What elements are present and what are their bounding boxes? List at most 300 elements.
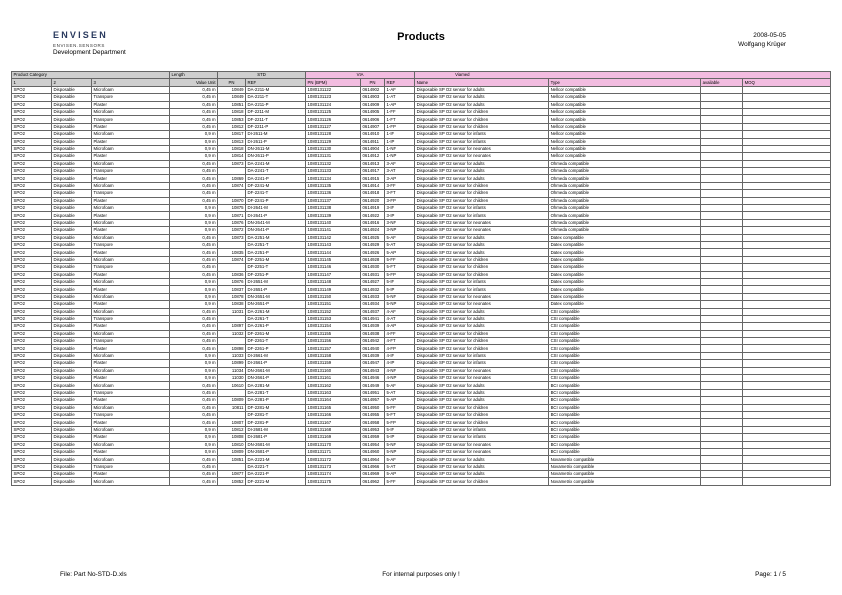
table-cell: Disposable (52, 434, 92, 441)
table-cell: 1080131123 (306, 94, 361, 101)
table-cell: DF-2261-P (246, 345, 306, 352)
table-cell: Disposable (52, 205, 92, 212)
table-cell: BCI compatible (549, 426, 701, 433)
table-cell: 0614913 (361, 160, 385, 167)
table-cell: Plaster (92, 227, 170, 234)
table-cell: 0614903 (361, 94, 385, 101)
table-cell: Datex compatible (549, 293, 701, 300)
table-cell (743, 338, 831, 345)
table-cell: CSI compatible (549, 367, 701, 374)
table-cell: 0614922 (361, 212, 385, 219)
table-cell: 0614957 (361, 397, 385, 404)
table-cell: 0,9 m (170, 375, 218, 382)
table-cell: 4-IP (385, 360, 415, 367)
table-cell: 0614950 (361, 404, 385, 411)
table-cell: Ohmeda compatible (549, 219, 701, 226)
table-cell: 3-NF (385, 219, 415, 226)
table-cell: 0,45 m (170, 197, 218, 204)
table-cell: 0,9 m (170, 286, 218, 293)
table-cell: Disposable SP O2 sensor for children (415, 419, 549, 426)
table-cell: Disposable SP O2 sensor for neonates (415, 153, 549, 160)
table-cell: 1080131175 (306, 478, 361, 485)
table-cell: DF-2281-M (246, 404, 306, 411)
table-cell: Plaster (92, 448, 170, 455)
table-cell: Disposable (52, 264, 92, 271)
table-cell: Disposable (52, 345, 92, 352)
table-cell (701, 175, 743, 182)
table-cell: 0614902 (361, 86, 385, 93)
table-row (12, 330, 831, 337)
table-cell: 1080131128 (306, 131, 361, 138)
table-cell: SPO2 (12, 256, 52, 263)
table-cell: 10809 (218, 448, 246, 455)
table-cell: Nellcor compatible (549, 123, 701, 130)
table-row (12, 448, 831, 455)
table-cell: 10811 (218, 404, 246, 411)
table-cell: Disposable SP O2 sensor for children (415, 338, 549, 345)
table-cell: DA-2251-P (246, 249, 306, 256)
table-row (12, 404, 831, 411)
table-cell (743, 456, 831, 463)
table-cell (743, 478, 831, 485)
table-cell (743, 131, 831, 138)
table-cell: DA-2251-T (246, 241, 306, 248)
table-cell: Disposable (52, 382, 92, 389)
table-cell: 10837 (218, 286, 246, 293)
table-cell (701, 241, 743, 248)
table-cell: Datex compatible (549, 264, 701, 271)
table-cell (743, 264, 831, 271)
table-cell: 0614931 (361, 271, 385, 278)
table-cell: Transpore (92, 264, 170, 271)
table-cell: 5-FF (385, 404, 415, 411)
table-row (12, 323, 831, 330)
table-cell: 0,9 m (170, 145, 218, 152)
table-cell (743, 360, 831, 367)
table-cell: 1080131164 (306, 397, 361, 404)
table-cell: 10838 (218, 301, 246, 308)
table-cell: 5-FF (385, 478, 415, 485)
table-cell: 10818 (218, 145, 246, 152)
table-cell: Disposable (52, 301, 92, 308)
table-cell (701, 338, 743, 345)
table-cell: SPO2 (12, 419, 52, 426)
group-product-category: Product Category (12, 72, 170, 79)
table-cell: DA-2261-P (246, 323, 306, 330)
table-cell: DA-2241-P (246, 175, 306, 182)
table-cell: DN-2661-M (246, 367, 306, 374)
table-row (12, 375, 831, 382)
table-cell (743, 434, 831, 441)
table-cell: 0614928 (361, 256, 385, 263)
table-cell: SPO2 (12, 434, 52, 441)
table-cell: Microfoam (92, 478, 170, 485)
table-cell: Disposable (52, 389, 92, 396)
table-cell: 0614953 (361, 426, 385, 433)
col-header: Type (549, 79, 701, 86)
table-cell: DF-2251-M (246, 256, 306, 263)
table-cell: 0,45 m (170, 190, 218, 197)
table-row (12, 278, 831, 285)
table-row (12, 389, 831, 396)
table-cell: Microfoam (92, 219, 170, 226)
table-cell: DI-2641-P (246, 212, 306, 219)
table-cell: 0614964 (361, 456, 385, 463)
table-cell: 10812 (218, 426, 246, 433)
table-cell: Ohmeda compatible (549, 212, 701, 219)
table-cell: Disposable SP O2 sensor for infants (415, 278, 549, 285)
table-cell (701, 197, 743, 204)
table-cell: Datex compatible (549, 249, 701, 256)
table-cell: 10874 (218, 182, 246, 189)
table-cell: Disposable (52, 212, 92, 219)
table-cell: Disposable (52, 138, 92, 145)
table-cell: 0614969 (361, 471, 385, 478)
table-cell: Disposable SP O2 sensor for adults (415, 94, 549, 101)
table-cell (743, 441, 831, 448)
table-cell: 0614966 (361, 463, 385, 470)
table-cell: Disposable (52, 249, 92, 256)
table-cell: DN-2641-M (246, 219, 306, 226)
table-cell: Disposable SP O2 sensor for children (415, 182, 549, 189)
col-header: 2 (52, 79, 92, 86)
table-cell: 0614911 (361, 138, 385, 145)
table-cell: 0614909 (361, 101, 385, 108)
table-cell (701, 145, 743, 152)
table-cell: SPO2 (12, 182, 52, 189)
table-cell: Disposable (52, 241, 92, 248)
table-cell: 0614933 (361, 293, 385, 300)
table-row (12, 315, 831, 322)
table-cell: 10873 (218, 160, 246, 167)
page-title: Products (397, 31, 445, 43)
table-cell: 0,45 m (170, 397, 218, 404)
table-cell: SPO2 (12, 478, 52, 485)
table-row (12, 131, 831, 138)
table-cell: 0,45 m (170, 175, 218, 182)
table-cell (743, 190, 831, 197)
table-cell (701, 389, 743, 396)
table-row (12, 419, 831, 426)
table-cell: Disposable (52, 101, 92, 108)
table-cell: 1080131144 (306, 249, 361, 256)
table-cell: SPO2 (12, 471, 52, 478)
table-cell (701, 160, 743, 167)
table-cell (701, 397, 743, 404)
table-cell: Disposable SP O2 sensor for infants (415, 286, 549, 293)
table-cell: 0614912 (361, 153, 385, 160)
table-cell: SPO2 (12, 323, 52, 330)
table-cell (701, 205, 743, 212)
group-length: Length (170, 72, 218, 79)
table-cell (701, 123, 743, 130)
table-cell: SPO2 (12, 219, 52, 226)
table-cell: 1080131163 (306, 389, 361, 396)
table-cell: 1-AP (385, 101, 415, 108)
table-cell: 1080131129 (306, 138, 361, 145)
table-cell: 10818 (218, 108, 246, 115)
table-row (12, 219, 831, 226)
table-cell (701, 448, 743, 455)
table-cell: Disposable (52, 227, 92, 234)
col-header: REF (385, 79, 415, 86)
table-cell (743, 278, 831, 285)
table-row (12, 471, 831, 478)
table-cell: 0,45 m (170, 404, 218, 411)
table-cell: BCI compatible (549, 411, 701, 418)
table-cell: 0614905 (361, 108, 385, 115)
table-cell: 0,9 m (170, 219, 218, 226)
table-cell: Disposable SP O2 sensor for adults (415, 308, 549, 315)
table-row (12, 190, 831, 197)
table-cell (743, 448, 831, 455)
table-cell: Ohmeda compatible (549, 205, 701, 212)
table-cell (743, 293, 831, 300)
table-cell: 1080131122 (306, 86, 361, 93)
table-cell: 3-IF (385, 205, 415, 212)
table-cell: Disposable SP O2 sensor for neonates (415, 293, 549, 300)
table-row (12, 145, 831, 152)
table-row (12, 301, 831, 308)
table-cell: Ohmeda compatible (549, 197, 701, 204)
table-cell: SPO2 (12, 448, 52, 455)
table-cell: DA-2211-T (246, 94, 306, 101)
table-cell: 0,9 m (170, 227, 218, 234)
table-cell (701, 323, 743, 330)
table-cell: 5-AF (385, 382, 415, 389)
table-cell: Disposable SP O2 sensor for children (415, 478, 549, 485)
table-cell: Disposable (52, 463, 92, 470)
table-cell: 1-AT (385, 94, 415, 101)
table-cell: 3-FT (385, 190, 415, 197)
table-cell (743, 86, 831, 93)
table-cell: 11034 (218, 367, 246, 374)
table-cell: DN-2641-P (246, 227, 306, 234)
table-cell (701, 286, 743, 293)
table-cell: 0,45 m (170, 330, 218, 337)
table-cell: Plaster (92, 175, 170, 182)
table-cell: SPO2 (12, 205, 52, 212)
table-cell: 1080131141 (306, 227, 361, 234)
table-cell: 4-FT (385, 338, 415, 345)
table-cell (743, 411, 831, 418)
table-cell: 0614925 (361, 234, 385, 241)
table-cell (743, 241, 831, 248)
table-cell: Disposable SP O2 sensor for neonates (415, 441, 549, 448)
table-cell: SPO2 (12, 367, 52, 374)
table-cell: Disposable SP O2 sensor for infants (415, 205, 549, 212)
table-cell (743, 419, 831, 426)
table-cell: 0614906 (361, 116, 385, 123)
table-cell: SPO2 (12, 463, 52, 470)
table-cell: Disposable SP O2 sensor for adults (415, 160, 549, 167)
table-cell: 5-FP (385, 271, 415, 278)
table-cell: Nellcor compatible (549, 153, 701, 160)
table-cell: DF-2251-T (246, 264, 306, 271)
table-cell: 0,45 m (170, 419, 218, 426)
table-cell (701, 293, 743, 300)
table-cell: 5-AP (385, 397, 415, 404)
table-cell: 1080131131 (306, 153, 361, 160)
table-cell: Microfoam (92, 160, 170, 167)
table-cell: SPO2 (12, 278, 52, 285)
table-cell: 0,9 m (170, 212, 218, 219)
table-cell: SPO2 (12, 360, 52, 367)
table-cell (743, 426, 831, 433)
table-row (12, 86, 831, 93)
table-cell: Disposable SP O2 sensor for neonates (415, 219, 549, 226)
table-cell: 0614916 (361, 219, 385, 226)
table-cell: Microfoam (92, 182, 170, 189)
table-cell: 0614955 (361, 411, 385, 418)
col-header: REF (246, 79, 306, 86)
table-cell (701, 264, 743, 271)
table-cell: 1080131161 (306, 375, 361, 382)
footer-note: For internal purposes only ! (382, 571, 460, 578)
table-cell: Ohmeda compatible (549, 160, 701, 167)
table-cell: SPO2 (12, 293, 52, 300)
table-cell: 10875 (218, 205, 246, 212)
table-cell: Microfoam (92, 352, 170, 359)
table-cell (743, 175, 831, 182)
table-row (12, 411, 831, 418)
table-cell: DN-2611-P (246, 153, 306, 160)
table-cell: 0,45 m (170, 168, 218, 175)
table-cell (218, 168, 246, 175)
table-cell: Transpore (92, 338, 170, 345)
table-cell: 4-AF (385, 308, 415, 315)
table-cell: Microfoam (92, 145, 170, 152)
table-cell: SPO2 (12, 389, 52, 396)
table-cell (743, 323, 831, 330)
table-row (12, 345, 831, 352)
table-cell (701, 212, 743, 219)
table-cell: SPO2 (12, 441, 52, 448)
table-cell: Plaster (92, 375, 170, 382)
table-cell (701, 168, 743, 175)
table-cell: 0,9 m (170, 301, 218, 308)
table-cell: DA-2241-T (246, 168, 306, 175)
table-cell: Ohmeda compatible (549, 168, 701, 175)
table-cell: 0,45 m (170, 123, 218, 130)
table-cell: Microfoam (92, 404, 170, 411)
table-cell: 0614920 (361, 197, 385, 204)
table-cell: DI-2611-M (246, 131, 306, 138)
table-cell: 10873 (218, 234, 246, 241)
table-cell: 1080131137 (306, 197, 361, 204)
table-cell (701, 227, 743, 234)
table-cell: 0,45 m (170, 160, 218, 167)
table-cell: Datex compatible (549, 271, 701, 278)
table-cell: DF-2241-M (246, 182, 306, 189)
table-row (12, 182, 831, 189)
table-cell: DA-2221-M (246, 456, 306, 463)
table-cell: 1080131162 (306, 382, 361, 389)
table-cell: 10808 (218, 434, 246, 441)
table-cell (701, 404, 743, 411)
table-cell: Disposable SP O2 sensor for adults (415, 101, 549, 108)
table-cell: Microfoam (92, 456, 170, 463)
table-cell: Ohmeda compatible (549, 182, 701, 189)
table-cell: Disposable (52, 448, 92, 455)
table-cell: DN-2651-P (246, 301, 306, 308)
table-cell: Nellcor compatible (549, 94, 701, 101)
table-cell: 0,45 m (170, 323, 218, 330)
table-cell: 1080131166 (306, 411, 361, 418)
table-cell: 1080131152 (306, 308, 361, 315)
report-date: 2008-05-05 (753, 32, 786, 39)
table-cell: 1080131155 (306, 330, 361, 337)
table-cell: SPO2 (12, 301, 52, 308)
table-cell: Plaster (92, 301, 170, 308)
table-cell: Microfoam (92, 86, 170, 93)
table-cell: Disposable SP O2 sensor for children (415, 404, 549, 411)
table-row (12, 249, 831, 256)
table-cell: 0,9 m (170, 138, 218, 145)
table-cell (218, 315, 246, 322)
table-cell: 1-FF (385, 108, 415, 115)
table-cell: 10853 (218, 116, 246, 123)
report-author: Wolfgang Krüger (738, 41, 786, 48)
table-cell: SPO2 (12, 286, 52, 293)
table-cell: Microfoam (92, 367, 170, 374)
table-cell: 11030 (218, 375, 246, 382)
table-cell (701, 330, 743, 337)
table-cell: 0,45 m (170, 101, 218, 108)
table-cell (701, 315, 743, 322)
table-cell: Nellcor compatible (549, 108, 701, 115)
table-cell: Disposable SP O2 sensor for infants (415, 138, 549, 145)
table-cell: Disposable (52, 456, 92, 463)
table-cell: 0,45 m (170, 86, 218, 93)
table-cell: 0614937 (361, 308, 385, 315)
table-cell: DF-2261-T (246, 338, 306, 345)
table-cell: 0614954 (361, 441, 385, 448)
table-cell: 10897 (218, 323, 246, 330)
table-cell (743, 145, 831, 152)
table-cell: Disposable (52, 145, 92, 152)
table-cell: Plaster (92, 397, 170, 404)
table-cell (701, 411, 743, 418)
table-cell (701, 367, 743, 374)
table-cell: Disposable SP O2 sensor for adults (415, 315, 549, 322)
table-cell (743, 116, 831, 123)
table-cell: SPO2 (12, 411, 52, 418)
table-row (12, 308, 831, 315)
table-cell (701, 131, 743, 138)
table-cell: BCI compatible (549, 397, 701, 404)
table-cell: 5-FT (385, 264, 415, 271)
table-cell: 0614951 (361, 389, 385, 396)
table-cell: 0,45 m (170, 308, 218, 315)
table-cell: 0,45 m (170, 411, 218, 418)
table-cell: 11031 (218, 308, 246, 315)
table-cell (701, 116, 743, 123)
table-cell: 0,9 m (170, 131, 218, 138)
table-cell: 3-FF (385, 182, 415, 189)
table-cell: 0614932 (361, 286, 385, 293)
table-cell: 1080131153 (306, 315, 361, 322)
table-cell: Disposable SP O2 sensor for neonates (415, 375, 549, 382)
table-cell: Microfoam (92, 108, 170, 115)
table-cell (743, 367, 831, 374)
table-cell: SPO2 (12, 345, 52, 352)
table-cell: SPO2 (12, 168, 52, 175)
table-cell: 1080131142 (306, 234, 361, 241)
table-cell: Transpore (92, 315, 170, 322)
table-cell (701, 382, 743, 389)
table-cell: 1080131157 (306, 345, 361, 352)
